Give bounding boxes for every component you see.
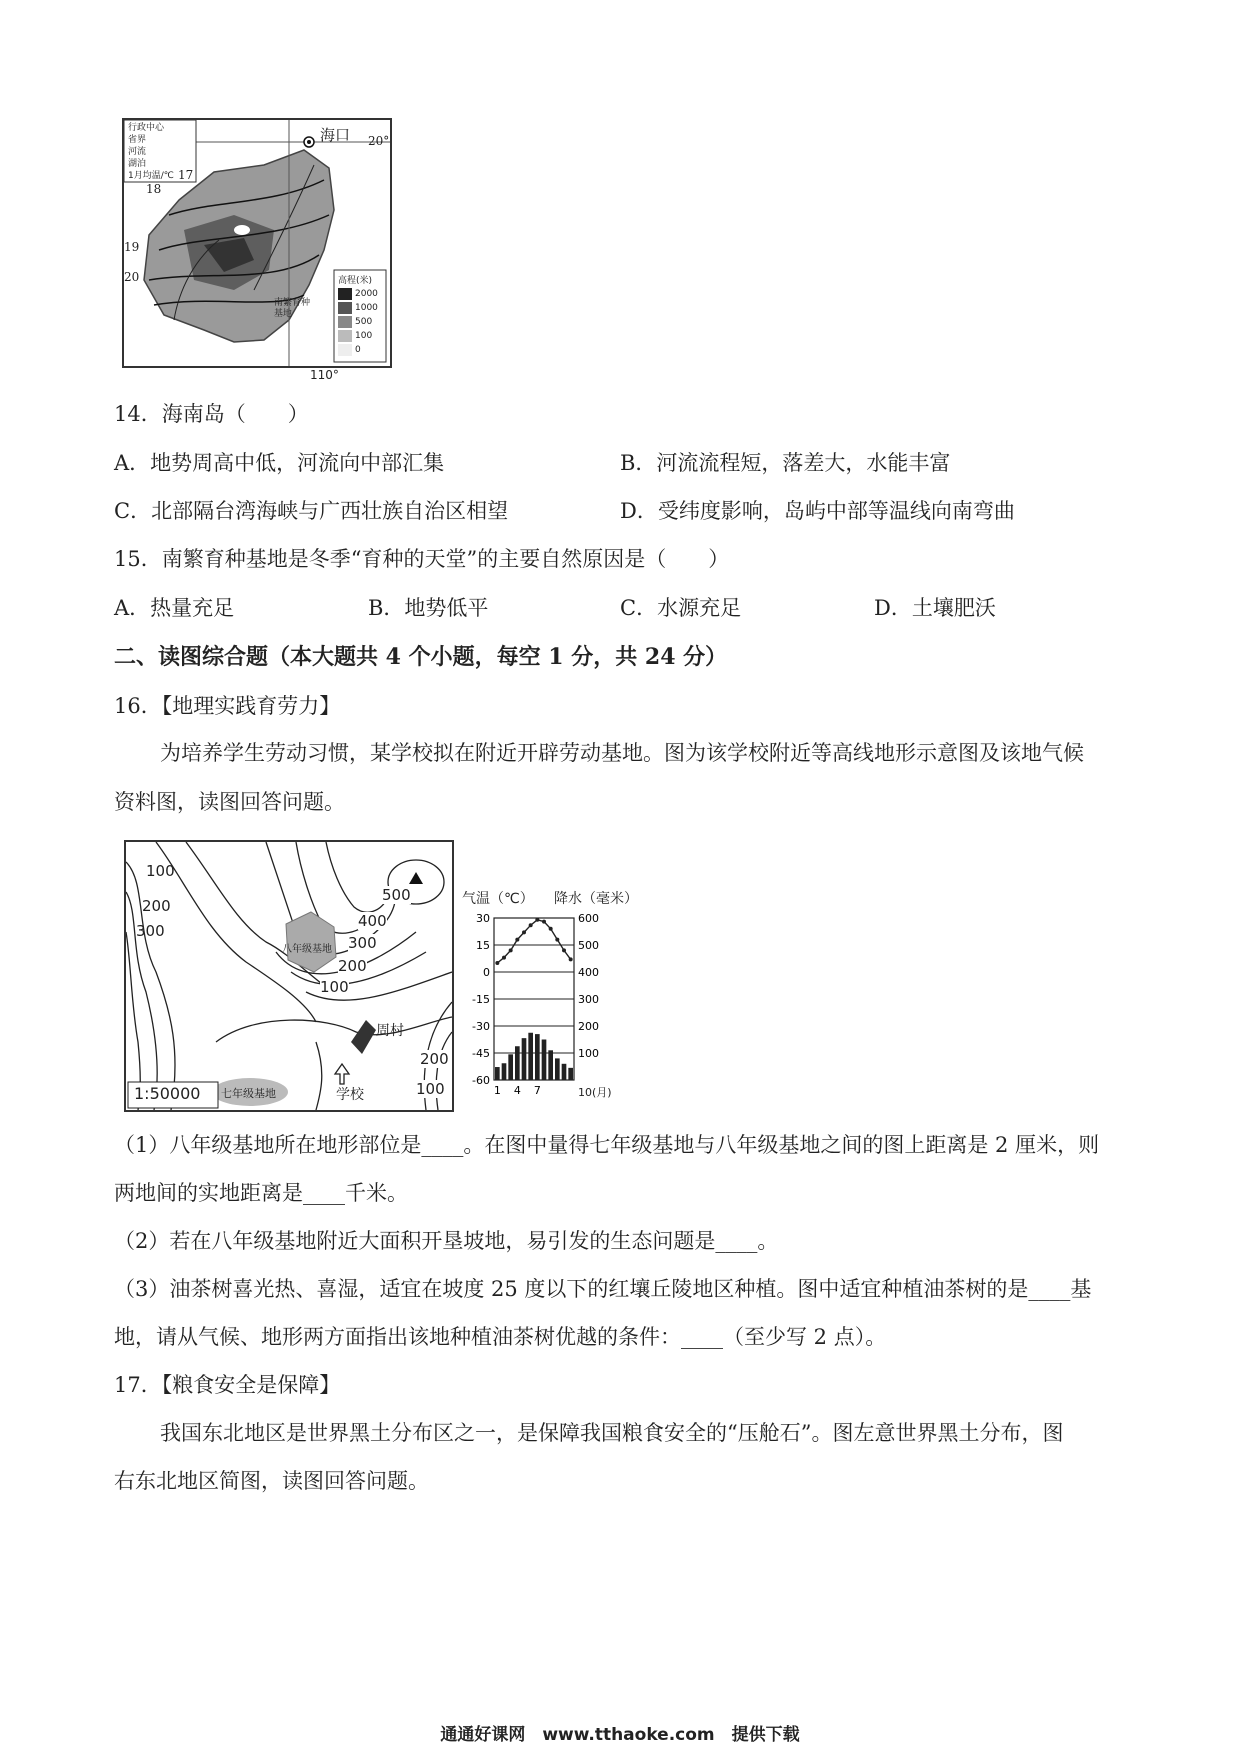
q16-intro-cont: 资料图，读图回答问题。: [114, 790, 345, 814]
temperature-point: [529, 923, 533, 927]
isotherm-label: 18: [146, 182, 162, 196]
month-axis-label: 10(月): [578, 1086, 612, 1099]
precipitation-tick-label: 300: [578, 993, 599, 1006]
temperature-axis-label: 气温（℃）: [462, 891, 534, 907]
legend-item: 行政中心: [128, 123, 165, 133]
contour-label: 300: [136, 922, 165, 940]
question-16-heading: 16．【地理实践育劳力】: [114, 694, 341, 718]
legend-item: 湖泊: [128, 159, 147, 169]
temperature-tick-label: 0: [483, 966, 490, 979]
climate-chart: [454, 888, 654, 1108]
elevation-value: 1000: [355, 303, 378, 313]
temperature-point: [542, 920, 546, 924]
q15-option-a[interactable]: A．热量充足: [114, 596, 235, 620]
page-footer: 通通好课网 www.tthaoke.com 提供下载: [440, 1725, 800, 1745]
precipitation-tick-label: 500: [578, 939, 599, 952]
month-tick-label: 4: [513, 1084, 521, 1097]
precipitation-bar: [542, 1040, 547, 1081]
q14-option-d[interactable]: D．受纬度影响，岛屿中部等温线向南弯曲: [620, 499, 1015, 523]
temperature-point: [522, 930, 526, 934]
temperature-point: [495, 961, 499, 965]
precipitation-bar: [535, 1034, 540, 1080]
temperature-point: [569, 957, 573, 961]
temperature-tick-label: 15: [476, 939, 490, 952]
question-14-stem: 14．海南岛（ ）: [114, 402, 309, 426]
q16-sub1: （1）八年级基地所在地形部位是____。在图中量得七年级基地与八年级基地之间的图上距离是 2 厘米，则: [114, 1133, 1100, 1157]
month-tick-label: 1: [493, 1084, 501, 1097]
elevation-value: 100: [355, 331, 373, 341]
precipitation-bar: [495, 1067, 500, 1080]
temperature-point: [509, 948, 513, 952]
temperature-tick-label: -30: [472, 1020, 490, 1033]
q16-sub2: （2）若在八年级基地附近大面积开垦坡地，易引发的生态问题是____。: [114, 1229, 779, 1253]
precipitation-axis-label: 降水（毫米）: [554, 891, 638, 907]
precipitation-bar: [508, 1054, 513, 1080]
map-scale: 1:50000: [134, 1084, 201, 1103]
temperature-tick-label: -60: [472, 1074, 490, 1087]
elevation-value: 500: [355, 317, 373, 327]
temperature-tick-label: -15: [472, 993, 490, 1006]
temperature-line: [497, 920, 570, 963]
contour-label: 100: [146, 862, 175, 880]
contour-label: 300: [348, 934, 377, 952]
longitude-label: 110°: [310, 368, 339, 382]
precipitation-bar: [528, 1033, 533, 1080]
temperature-point: [515, 938, 519, 942]
isotherm-label: 17: [178, 168, 194, 182]
temperature-point: [562, 948, 566, 952]
elevation-value: 2000: [355, 289, 378, 299]
contour-label: 200: [420, 1050, 449, 1068]
q16-intro: 为培养学生劳动习惯，某学校拟在附近开辟劳动基地。图为该学校附近等高线地形示意图及该地气候: [160, 741, 1084, 765]
q14-option-a[interactable]: A．地势周高中低，河流向中部汇集: [114, 451, 445, 475]
contour-label: 100: [320, 978, 349, 996]
temperature-point: [555, 938, 559, 942]
legend-item: 省界: [128, 135, 147, 145]
precipitation-bar: [562, 1064, 567, 1080]
elevation-legend-values: [355, 287, 378, 357]
q16-sub3: （3）油茶树喜光热、喜湿，适宜在坡度 25 度以下的红壤丘陵地区种植。图中适宜种植油茶树的是____基: [114, 1277, 1092, 1301]
legend-item: 1月均温/℃: [128, 171, 174, 181]
q15-option-c[interactable]: C．水源充足: [620, 596, 742, 620]
isotherm-label: 19: [124, 240, 140, 254]
precipitation-tick-label: 100: [578, 1047, 599, 1060]
precipitation-bar: [502, 1063, 507, 1080]
q16-sub3-cont: 地，请从气候、地形两方面指出该地种植油茶树优越的条件：____（至少写 2 点）。: [114, 1325, 887, 1349]
temperature-tick-label: 30: [476, 912, 490, 925]
q15-option-b[interactable]: B．地势低平: [368, 596, 489, 620]
isotherm-label: 20: [124, 270, 140, 284]
section-2-title: 二、读图综合题（本大题共 4 个小题，每空 1 分，共 24 分）: [114, 644, 728, 670]
precipitation-bar: [548, 1050, 553, 1080]
q17-intro-cont: 右东北地区简图，读图回答问题。: [114, 1469, 429, 1493]
q16-sub1-cont: 两地间的实地距离是____千米。: [114, 1181, 408, 1205]
elevation-value: 0: [355, 345, 361, 355]
city-label: 海口: [320, 126, 351, 144]
contour-label: 500: [382, 886, 411, 904]
precipitation-bar: [515, 1046, 520, 1080]
contour-map: [124, 840, 454, 1112]
temperature-point: [549, 927, 553, 931]
contour-label: 100: [416, 1080, 445, 1098]
precipitation-bar: [568, 1068, 573, 1080]
temperature-point: [502, 956, 506, 960]
temperature-tick-label: -45: [472, 1047, 490, 1060]
precipitation-bar: [522, 1038, 527, 1080]
precipitation-tick-label: 600: [578, 912, 599, 925]
q14-option-c[interactable]: C．北部隔台湾海峡与广西壮族自治区相望: [114, 499, 509, 523]
contour-label: 200: [142, 897, 171, 915]
q17-intro: 我国东北地区是世界黑土分布区之一，是保障我国粮食安全的“压舱石”。图左意世界黑土分布，图: [160, 1421, 1064, 1445]
q14-option-b[interactable]: B．河流流程短，落差大，水能丰富: [620, 451, 951, 475]
elevation-legend-title: 高程(米): [338, 276, 373, 286]
month-tick-label: 7: [533, 1084, 541, 1097]
seventh-grade-base-label: 七年级基地: [221, 1087, 276, 1100]
question-15-stem: 15．南繁育种基地是冬季“育种的天堂”的主要自然原因是（ ）: [114, 547, 730, 571]
precipitation-tick-label: 400: [578, 966, 599, 979]
base-label: 南繁育种基地: [274, 298, 311, 319]
village-label: 周村: [376, 1023, 404, 1039]
hainan-map: [122, 118, 392, 368]
school-label: 学校: [336, 1087, 364, 1103]
latitude-label: 20°: [368, 134, 390, 148]
contour-label: 200: [338, 957, 367, 975]
contour-label: 400: [358, 912, 387, 930]
temperature-point: [535, 918, 539, 922]
legend-item: 河流: [128, 147, 147, 157]
precipitation-tick-label: 200: [578, 1020, 599, 1033]
eighth-grade-base-label: 八年级基地: [282, 944, 332, 955]
question-17-heading: 17．【粮食安全是保障】: [114, 1373, 341, 1397]
map-legend: [128, 122, 174, 182]
q15-option-d[interactable]: D．土壤肥沃: [874, 596, 996, 620]
precipitation-bar: [555, 1058, 560, 1080]
